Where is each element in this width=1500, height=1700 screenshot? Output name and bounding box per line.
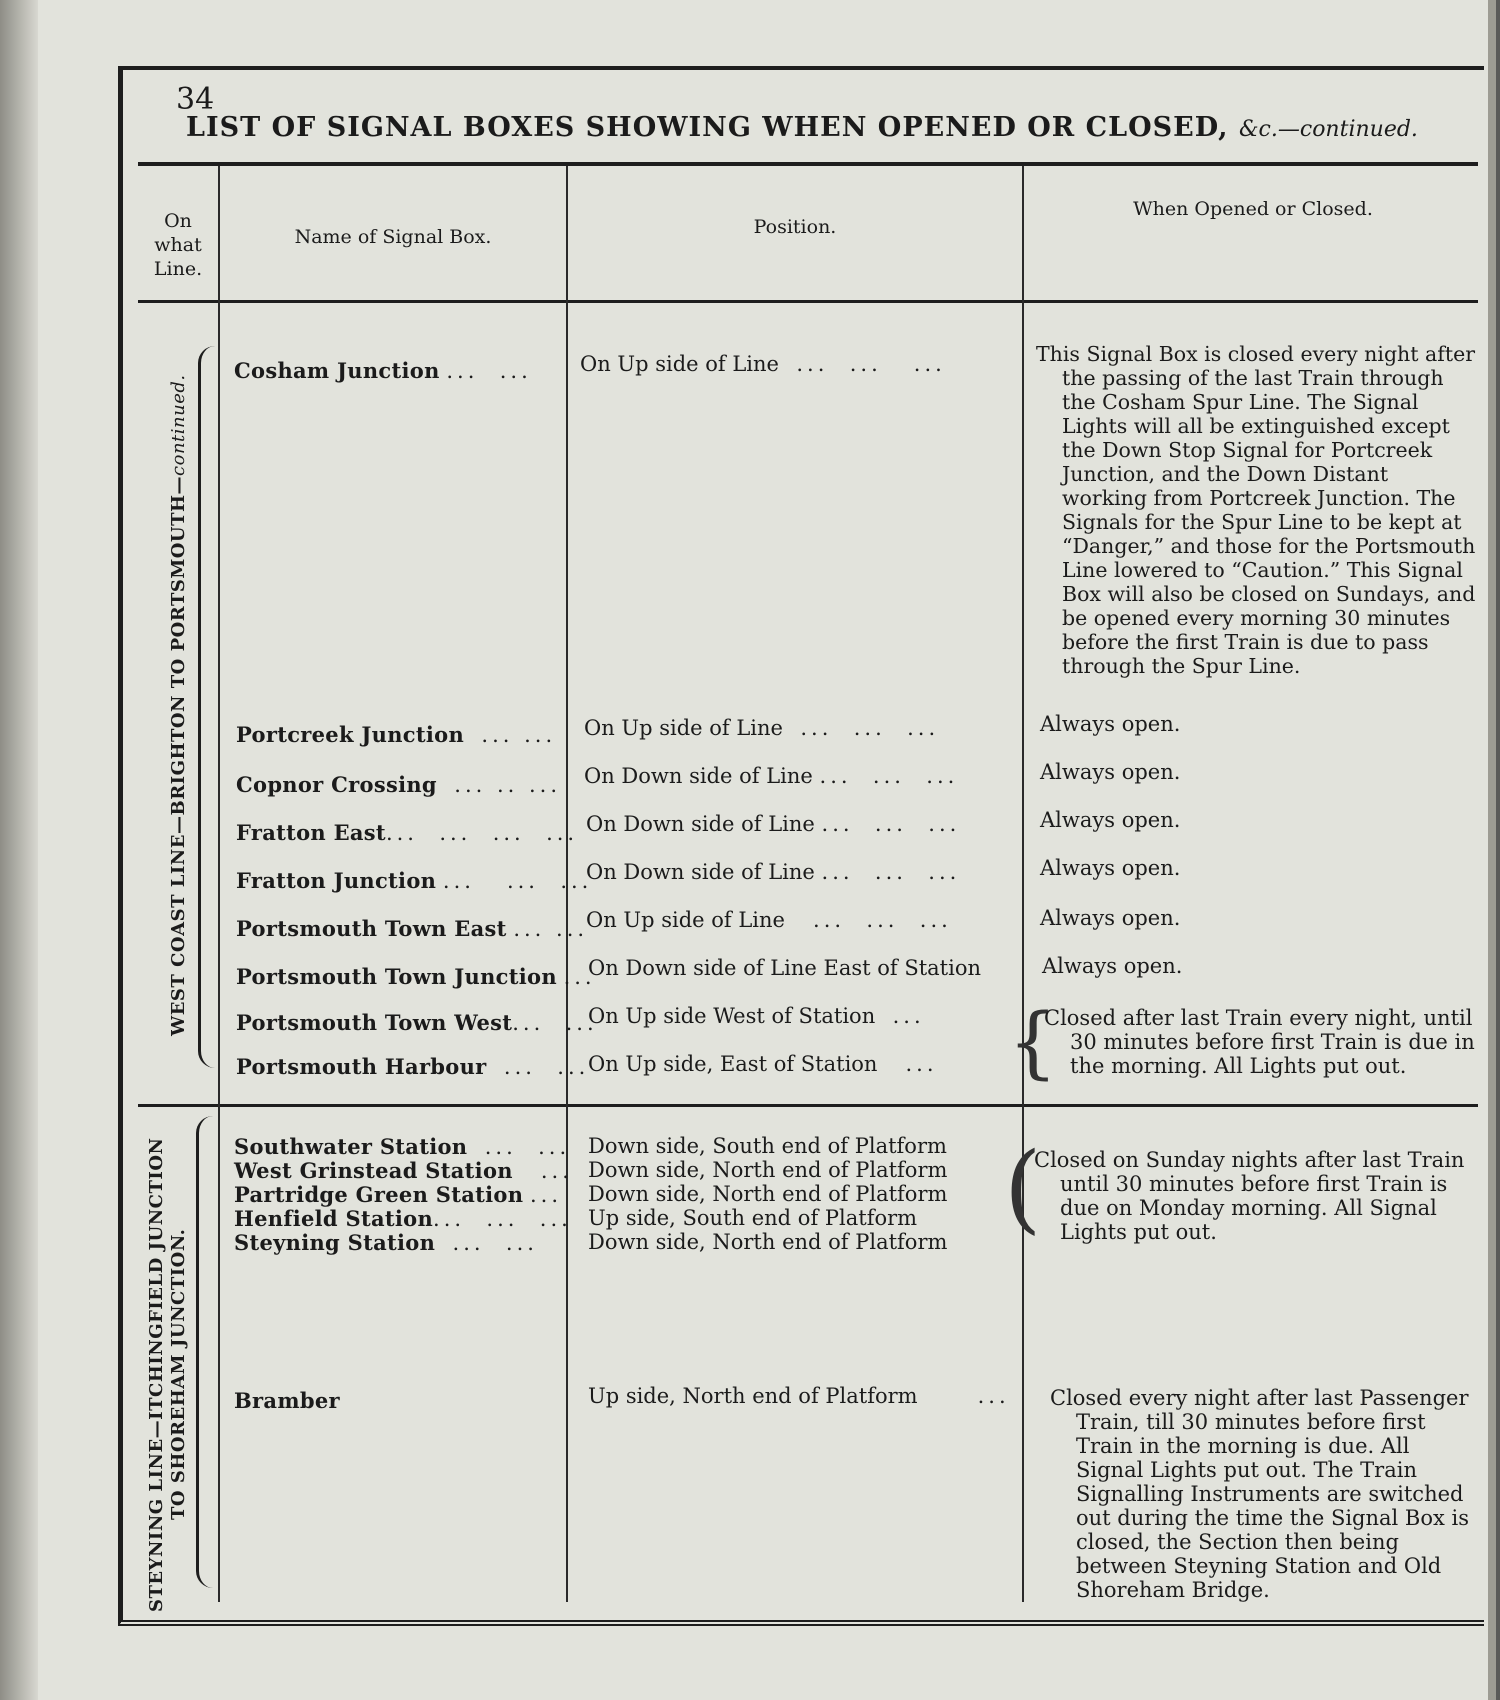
section-1-bracket [198,346,215,1068]
box-position: Down side, North end of Platform [588,1230,948,1254]
box-position: Down side, North end of Platform [588,1158,948,1182]
portsmouth-west-harbour-note [1044,1006,1476,1078]
list-item: Portcreek Junction ... ... [236,722,557,747]
box-when: Always open. [1040,760,1181,784]
box-position: Down side, South end of Platform [588,1134,947,1158]
section-1-label-cont: continued. [168,374,189,476]
page-number: 34 [176,82,215,117]
box-name: Partridge Green Station [234,1182,524,1207]
box-name: Southwater Station [234,1134,468,1159]
box-name: Steyning Station [234,1230,436,1255]
page-gutter-shadow [0,0,38,1700]
box-name: Portsmouth Town East [236,916,507,941]
box-position: On Up side West of Station ... [588,1004,925,1028]
box-position-text: Up side, North end of Platform [588,1384,918,1408]
column-rule-1 [218,166,220,1602]
header-top-rule [138,162,1478,166]
section-2-bracket [196,1116,213,1588]
brace-glyph: ( [1004,1132,1042,1244]
list-item: Cosham Junction ... ... [234,358,532,383]
box-position-text: On Down side of Line [586,860,815,884]
list-item: Portsmouth Town East ... ... [236,916,589,941]
list-item: Southwater Station ... ... [234,1134,571,1159]
box-position: On Down side of Line ... ... ... [586,812,961,836]
box-position: On Down side of Line East of Station [588,956,981,980]
list-item: Portsmouth Town West... ... [236,1010,598,1035]
box-name: Fratton East [236,820,386,845]
box-position-text: On Up side West of Station [588,1004,876,1028]
box-name: Portsmouth Harbour [236,1054,487,1079]
col-head-line: On what Line. [153,210,203,280]
col-head-when: When Opened or Closed. [1133,198,1373,220]
box-name: Copnor Crossing [236,772,437,797]
bramber-note [1050,1386,1476,1602]
list-item: Portsmouth Town Junction ... [236,964,596,989]
box-name: West Grinstead Station [234,1158,513,1183]
box-when: Always open. [1040,856,1181,880]
box-position: Up side, South end of Platform [588,1206,918,1230]
box-position: On Up side of Line ... ... ... [580,352,946,376]
list-item: Henfield Station... ... ... [234,1206,572,1231]
box-position-text: On Down side of Line [584,764,813,788]
box-position: Down side, North end of Platform [588,1182,948,1206]
box-position-text: On Up side, East of Station [588,1052,878,1076]
box-position-text: On Up side of Line [580,352,779,376]
station-note [1034,1148,1476,1244]
box-position: On Down side of Line ... ... ... [584,764,959,788]
box-name: Portcreek Junction [236,722,465,747]
box-position-text: On Up side of Line [584,716,783,740]
station-note-text: Closed on Sunday nights after last Train until 30 minutes before first Train is due on Monday morning. All Signal Lights put out. [1034,1148,1465,1244]
box-when: Always open. [1040,712,1181,736]
box-name: Cosham Junction [234,358,440,383]
box-when: Always open. [1040,808,1181,832]
box-when: Always open. [1040,906,1181,930]
cosham-note-text: This Signal Box is closed every night after the passing of the last Train through the Cosham Spur Line. The Signal Lights will all be extinguished except the Down Stop Signal for Portcreek Junction, and the Down Distant working from Portcreek Junction. The Signals for the Spur Line to be kept at “Danger,” and those for the Portsmouth Line lowered to “Caution.” This Signal Box will also be closed on Sundays, and be opened every morning 30 minutes before the first Train is due to pass through the Spur Line. [1036,342,1476,678]
box-position-text: On Down side of Line [586,812,815,836]
page-title [186,112,1476,143]
list-item: West Grinstead Station ... [234,1158,573,1183]
list-item: Fratton East... ... ... ... [236,820,579,845]
list-item: Steyning Station ... ... [234,1230,538,1255]
bramber-note-text: Closed every night after last Passenger Train, till 30 minutes before first Train in the morning is due. All Signal Lights put out. The Train Signalling Instruments are switched out during the time the Signal Box is closed, the Section then being between Steyning Station and Old Shoreham Bridge. [1050,1386,1470,1602]
list-item: Partridge Green Station ... [234,1182,563,1207]
section-divider-rule [138,1104,1478,1107]
list-item: Fratton Junction ... ... ... [236,868,593,893]
box-position: Up side, North end of Platform ... [588,1384,1010,1408]
column-rule-3 [1022,166,1024,1602]
header-bottom-rule [138,300,1478,303]
list-item: Copnor Crossing ... .. ... [236,772,562,797]
box-name: Portsmouth Town West [236,1010,513,1035]
cosham-note [1036,342,1476,678]
title-continued: &c.—continued. [1238,117,1418,142]
section-1-line-label [168,374,189,1036]
box-position: On Down side of Line ... ... ... [586,860,961,884]
list-item: Portsmouth Harbour ... ... [236,1054,590,1079]
box-name: Henfield Station [234,1206,434,1231]
box-position: On Up side, East of Station ... [588,1052,938,1076]
brace-glyph: { [1008,998,1058,1088]
box-name: Fratton Junction [236,868,437,893]
box-position-text: On Up side of Line [586,908,785,932]
box-name: Bramber [234,1388,340,1413]
box-when: Always open. [1042,954,1183,978]
box-name: Portsmouth Town Junction [236,964,557,989]
section-2-line-label: STEYNING LINE—ITCHINGFIELD JUNCTION [146,1137,167,1612]
portsmouth-note-text: Closed after last Train every night, until 30 minutes before first Train is due in the morning. All Lights put out. [1044,1006,1475,1078]
section-2-line-label-2: TO SHOREHAM JUNCTION. [168,1228,189,1520]
col-head-name: Name of Signal Box. [294,226,492,248]
box-position: On Up side of Line ... ... ... [586,908,952,932]
section-1-label-text: WEST COAST LINE—BRIGHTON TO PORTSMOUTH— [168,475,189,1036]
col-head-position: Position. [753,216,837,238]
title-text: LIST OF SIGNAL BOXES SHOWING WHEN OPENED OR CLOSED, [186,112,1229,143]
list-item [234,1388,340,1413]
box-position: On Up side of Line ... ... ... [584,716,940,740]
